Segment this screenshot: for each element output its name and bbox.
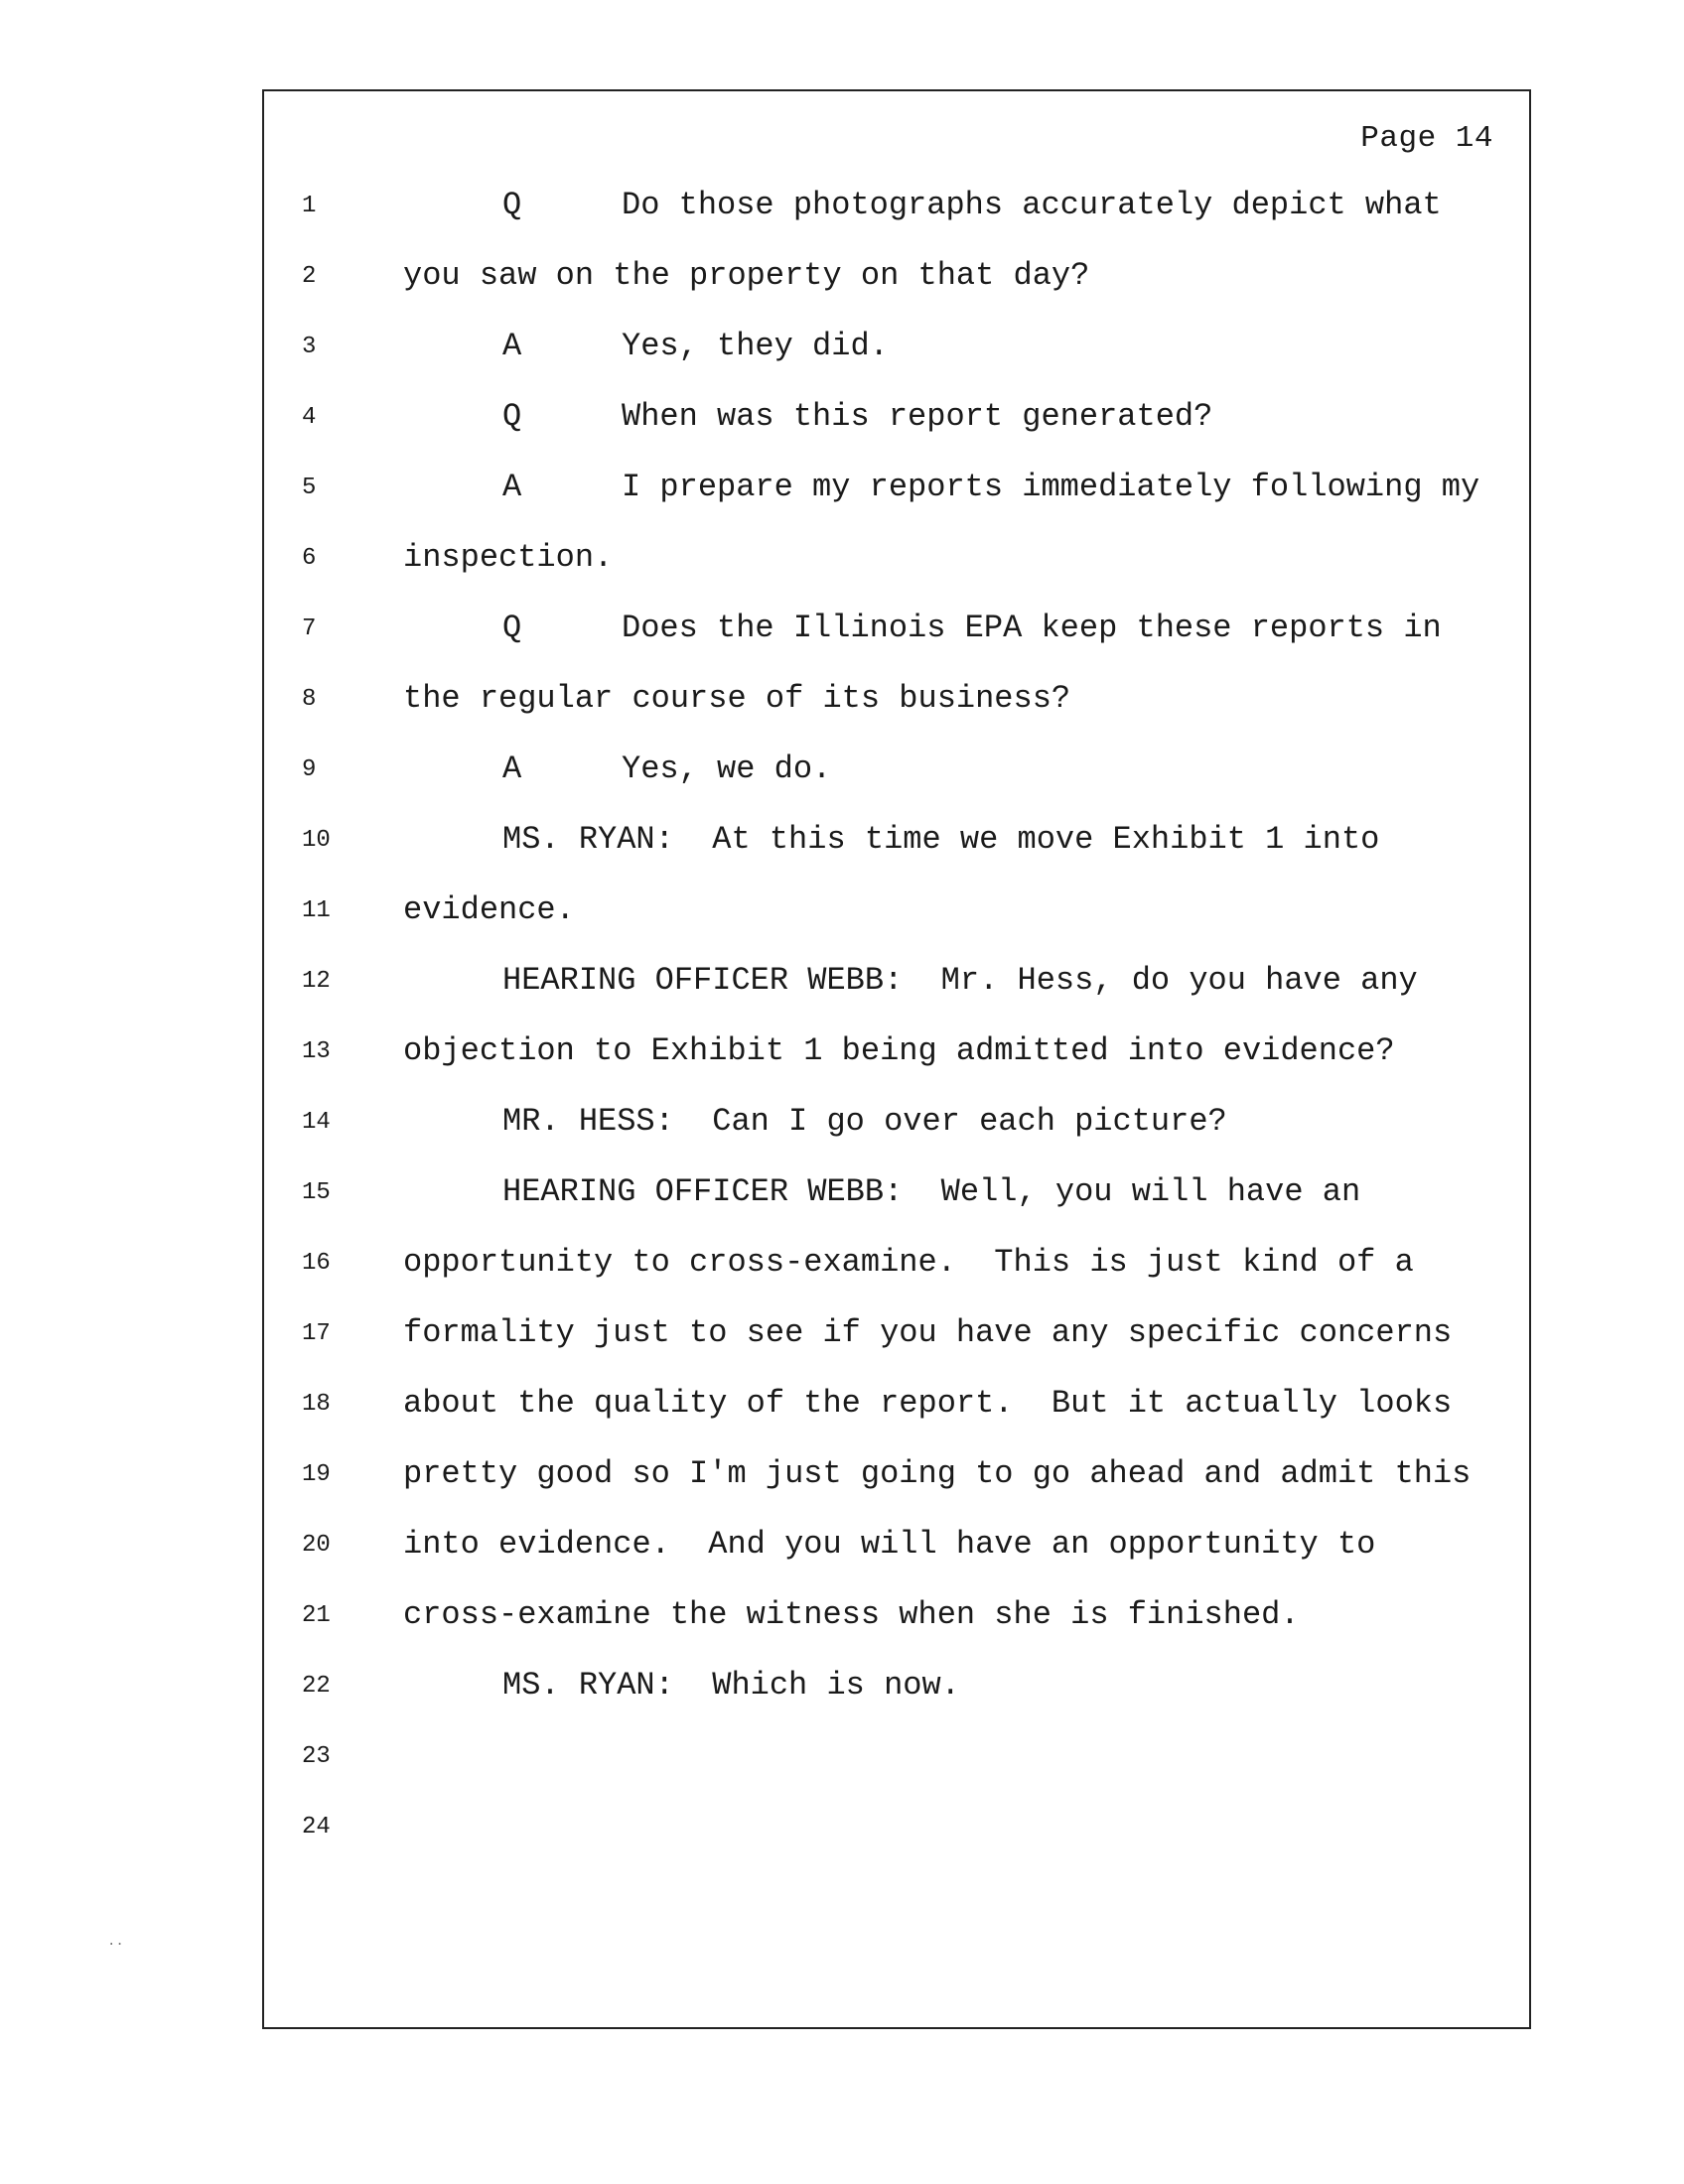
line-text: you saw on the property on that day? xyxy=(403,257,1090,294)
line-text: objection to Exhibit 1 being admitted into evidence? xyxy=(403,1032,1395,1069)
line-number: 10 xyxy=(302,827,331,854)
line-number: 20 xyxy=(302,1532,331,1559)
page-number: Page 14 xyxy=(1360,121,1493,156)
line-text: HEARING OFFICER WEBB: Well, you will have an xyxy=(502,1173,1361,1210)
transcript-line xyxy=(264,891,1529,951)
line-text: HEARING OFFICER WEBB: Mr. Hess, do you have any xyxy=(502,962,1418,999)
line-number: 21 xyxy=(302,1602,331,1629)
transcript-line xyxy=(264,751,1529,810)
line-number: 17 xyxy=(302,1320,331,1347)
line-number: 14 xyxy=(302,1109,331,1136)
line-text: the regular course of its business? xyxy=(403,680,1071,717)
line-number: 11 xyxy=(302,897,331,924)
transcript-line xyxy=(264,1526,1529,1585)
line-text: cross-examine the witness when she is finished. xyxy=(403,1596,1300,1633)
transcript-line xyxy=(264,1385,1529,1444)
transcript-line xyxy=(264,469,1529,528)
line-number: 9 xyxy=(302,756,317,783)
transcript-line xyxy=(264,328,1529,387)
line-text: formality just to see if you have any specific concerns xyxy=(403,1314,1453,1351)
line-text: Yes, we do. xyxy=(622,751,832,787)
line-number: 6 xyxy=(302,545,317,572)
line-number: 16 xyxy=(302,1250,331,1277)
qa-marker: Q xyxy=(502,187,522,223)
line-text: opportunity to cross-examine. This is just kind of a xyxy=(403,1244,1414,1281)
line-number: 8 xyxy=(302,686,317,713)
qa-marker: A xyxy=(502,469,522,505)
line-text: pretty good so I'm just going to go ahead and admit this xyxy=(403,1455,1472,1492)
line-text: evidence. xyxy=(403,891,575,928)
line-number: 12 xyxy=(302,968,331,995)
transcript-line xyxy=(264,1737,1529,1797)
transcript-line xyxy=(264,1244,1529,1303)
transcript-line xyxy=(264,539,1529,599)
transcript-line xyxy=(264,1455,1529,1515)
line-text: about the quality of the report. But it actually looks xyxy=(403,1385,1453,1422)
line-number: 7 xyxy=(302,615,317,642)
line-number: 23 xyxy=(302,1743,331,1770)
transcript-line xyxy=(264,398,1529,458)
transcript-line xyxy=(264,821,1529,881)
line-text: MR. HESS: Can I go over each picture? xyxy=(502,1103,1227,1140)
line-number: 22 xyxy=(302,1673,331,1700)
line-number: 13 xyxy=(302,1038,331,1065)
transcript-line xyxy=(264,1103,1529,1162)
transcript-line xyxy=(264,187,1529,246)
transcript-line xyxy=(264,680,1529,740)
qa-marker: Q xyxy=(502,610,522,646)
scan-artifact-mark: .. xyxy=(107,1934,124,1950)
line-number: 18 xyxy=(302,1391,331,1418)
transcript-page xyxy=(262,89,1531,2029)
transcript-line xyxy=(264,1808,1529,1867)
line-number: 3 xyxy=(302,334,317,360)
transcript-line xyxy=(264,1032,1529,1092)
transcript-line xyxy=(264,610,1529,669)
line-text: into evidence. And you will have an opportunity to xyxy=(403,1526,1376,1563)
line-number: 24 xyxy=(302,1814,331,1841)
line-number: 4 xyxy=(302,404,317,431)
transcript-line xyxy=(264,1314,1529,1374)
line-text: Yes, they did. xyxy=(622,328,889,364)
qa-marker: A xyxy=(502,328,522,364)
line-number: 2 xyxy=(302,263,317,290)
line-text: inspection. xyxy=(403,539,614,576)
transcript-line xyxy=(264,257,1529,317)
transcript-line xyxy=(264,1173,1529,1233)
transcript-line xyxy=(264,1667,1529,1726)
line-number: 5 xyxy=(302,475,317,501)
line-text: MS. RYAN: Which is now. xyxy=(502,1667,960,1704)
line-text: Does the Illinois EPA keep these reports in xyxy=(622,610,1442,646)
line-text: When was this report generated? xyxy=(622,398,1213,435)
line-text: MS. RYAN: At this time we move Exhibit 1 into xyxy=(502,821,1380,858)
line-number: 15 xyxy=(302,1179,331,1206)
transcript-line xyxy=(264,1596,1529,1656)
qa-marker: Q xyxy=(502,398,522,435)
line-number: 1 xyxy=(302,193,317,219)
transcript-line xyxy=(264,962,1529,1022)
line-number: 19 xyxy=(302,1461,331,1488)
line-text: Do those photographs accurately depict what xyxy=(622,187,1442,223)
line-text: I prepare my reports immediately following my xyxy=(622,469,1480,505)
qa-marker: A xyxy=(502,751,522,787)
